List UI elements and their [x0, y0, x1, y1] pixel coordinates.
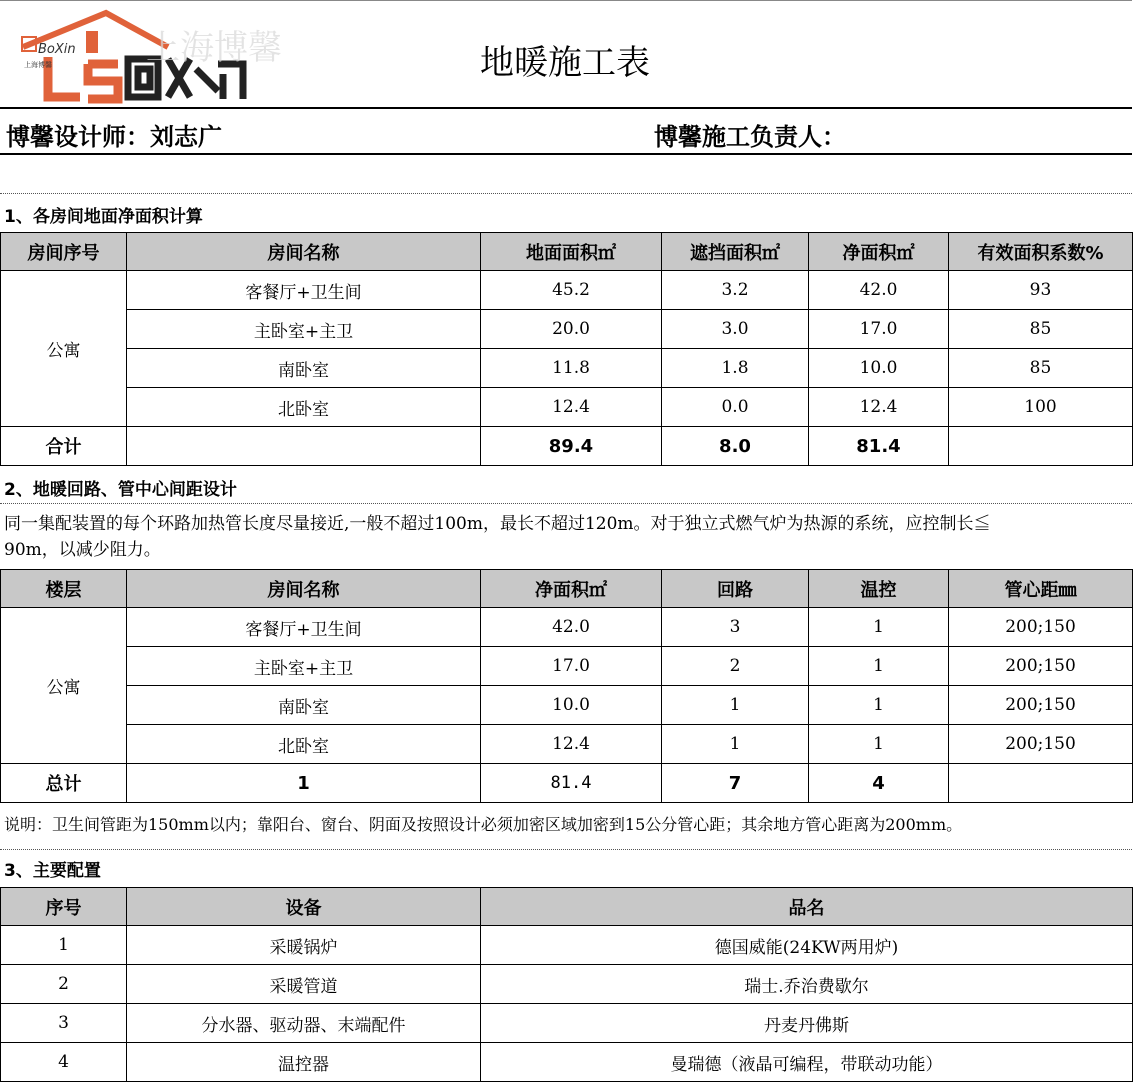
- room-name: 北卧室: [127, 725, 481, 764]
- divider: [0, 503, 1132, 504]
- cell: 1: [662, 686, 809, 725]
- cell: 2: [662, 647, 809, 686]
- cell: [127, 427, 481, 466]
- cell: 1: [809, 686, 949, 725]
- cell: 17.0: [481, 647, 662, 686]
- svg-text:上海博馨: 上海博馨: [146, 28, 282, 68]
- header-cell: 房间名称: [127, 233, 481, 271]
- header-cell: 序号: [1, 888, 127, 926]
- cell: 3: [662, 608, 809, 647]
- cell: 85: [949, 310, 1133, 349]
- section2-heading: 2、地暖回路、管中心间距设计: [4, 480, 237, 500]
- header-cell: 回路: [662, 570, 809, 608]
- room-name: 主卧室+主卫: [127, 647, 481, 686]
- cell: 1: [127, 764, 481, 803]
- total-label: 合计: [1, 427, 127, 466]
- cell: 81.4: [809, 427, 949, 466]
- responsible-persons: [0, 107, 1132, 155]
- cell: 45.2: [481, 271, 662, 310]
- total-row: [1, 427, 1133, 466]
- cell: 分水器、驱动器、末端配件: [127, 1004, 481, 1043]
- cell: 10.0: [809, 349, 949, 388]
- table-row: [1, 926, 1133, 965]
- divider: [0, 193, 1132, 194]
- header-cell: 楼层: [1, 570, 127, 608]
- area-table-header: [1, 233, 1133, 271]
- manager-label: 博馨施工负责人：: [654, 123, 846, 151]
- header-cell: 房间名称: [127, 570, 481, 608]
- table-row: [1, 725, 1133, 764]
- cell: 1.8: [662, 349, 809, 388]
- header-cell: 净面积㎡: [481, 570, 662, 608]
- cell: 12.4: [809, 388, 949, 427]
- header-cell: 设备: [127, 888, 481, 926]
- cell: 采暖管道: [127, 965, 481, 1004]
- table-row: [1, 647, 1133, 686]
- cell: 1: [809, 725, 949, 764]
- section1-heading: 1、各房间地面净面积计算: [4, 207, 203, 227]
- section2-note: [4, 511, 991, 563]
- cell: 200;150: [949, 725, 1133, 764]
- svg-text:上海博馨: 上海博馨: [24, 61, 52, 69]
- note-line: 同一集配装置的每个环路加热管长度尽量接近,一般不超过100m，最长不超过120m。对于独立式燃气炉为热源的系统，应控制长≦: [4, 514, 991, 534]
- cell: 曼瑞德（液晶可编程，带联动功能）: [481, 1043, 1133, 1082]
- table-row: [1, 388, 1133, 427]
- cell: 200;150: [949, 608, 1133, 647]
- equipment-table-header: [1, 888, 1133, 926]
- total-row: [1, 764, 1133, 803]
- cell: 200;150: [949, 647, 1133, 686]
- cell: [949, 764, 1133, 803]
- room-name: 南卧室: [127, 349, 481, 388]
- cell: 20.0: [481, 310, 662, 349]
- group-cell: 公寓: [1, 271, 127, 427]
- section2-remark: 说明：卫生间管距为150mm以内；靠阳台、窗台、阴面及按照设计必须加密区域加密到15公分管心距；其余地方管心距离为200mm。: [4, 815, 963, 834]
- cell: 4: [1, 1043, 127, 1082]
- header-cell: 温控: [809, 570, 949, 608]
- header-cell: 净面积㎡: [809, 233, 949, 271]
- total-label: 总计: [1, 764, 127, 803]
- cell: 3.0: [662, 310, 809, 349]
- cell: 丹麦丹佛斯: [481, 1004, 1133, 1043]
- section3-heading: 3、主要配置: [4, 861, 101, 881]
- table-row: [1, 349, 1133, 388]
- header-cell: 品名: [481, 888, 1133, 926]
- cell: 瑞士.乔治费歇尔: [481, 965, 1133, 1004]
- svg-text:BoXin: BoXin: [38, 42, 76, 57]
- table-row: [1, 1004, 1133, 1043]
- cell: 200;150: [949, 686, 1133, 725]
- cell: 85: [949, 349, 1133, 388]
- cell: 8.0: [662, 427, 809, 466]
- equipment-table: [0, 887, 1133, 1082]
- cell: 81.4: [481, 764, 662, 803]
- cell: 1: [809, 608, 949, 647]
- cell: [949, 427, 1133, 466]
- room-name: 客餐厅+卫生间: [127, 608, 481, 647]
- cell: 12.4: [481, 388, 662, 427]
- header-cell: 管心距㎜: [949, 570, 1133, 608]
- cell: 7: [662, 764, 809, 803]
- divider: [0, 849, 1132, 850]
- cell: 0.0: [662, 388, 809, 427]
- table-row: [1, 965, 1133, 1004]
- cell: 93: [949, 271, 1133, 310]
- cell: 89.4: [481, 427, 662, 466]
- note-line: 90m，以减少阻力。: [4, 540, 161, 560]
- cell: 3: [1, 1004, 127, 1043]
- group-cell: 公寓: [1, 608, 127, 764]
- table-row: [1, 1043, 1133, 1082]
- header-cell: 有效面积系数%: [949, 233, 1133, 271]
- table-row: [1, 271, 1133, 310]
- cell: 温控器: [127, 1043, 481, 1082]
- table-row: [1, 686, 1133, 725]
- cell: 11.8: [481, 349, 662, 388]
- cell: 4: [809, 764, 949, 803]
- cell: 42.0: [481, 608, 662, 647]
- cell: 42.0: [809, 271, 949, 310]
- loop-table: [0, 569, 1133, 803]
- cell: 100: [949, 388, 1133, 427]
- page-title: 地暖施工表: [480, 43, 650, 83]
- cell: 德国威能(24KW两用炉): [481, 926, 1133, 965]
- cell: 1: [809, 647, 949, 686]
- room-name: 北卧室: [127, 388, 481, 427]
- header-cell: 遮挡面积㎡: [662, 233, 809, 271]
- cell: 1: [1, 926, 127, 965]
- room-name: 客餐厅+卫生间: [127, 271, 481, 310]
- room-name: 主卧室+主卫: [127, 310, 481, 349]
- cell: 10.0: [481, 686, 662, 725]
- cell: 2: [1, 965, 127, 1004]
- cell: 3.2: [662, 271, 809, 310]
- cell: 采暖锅炉: [127, 926, 481, 965]
- designer-line: 博馨设计师：刘志广: [6, 123, 222, 151]
- room-name: 南卧室: [127, 686, 481, 725]
- area-table: [0, 232, 1133, 466]
- loop-table-header: [1, 570, 1133, 608]
- company-logo: [18, 9, 282, 104]
- cell: 1: [662, 725, 809, 764]
- header-cell: 地面面积㎡: [481, 233, 662, 271]
- table-row: [1, 608, 1133, 647]
- table-row: [1, 310, 1133, 349]
- cell: 12.4: [481, 725, 662, 764]
- page-header: [0, 0, 1132, 107]
- header-cell: 房间序号: [1, 233, 127, 271]
- cell: 17.0: [809, 310, 949, 349]
